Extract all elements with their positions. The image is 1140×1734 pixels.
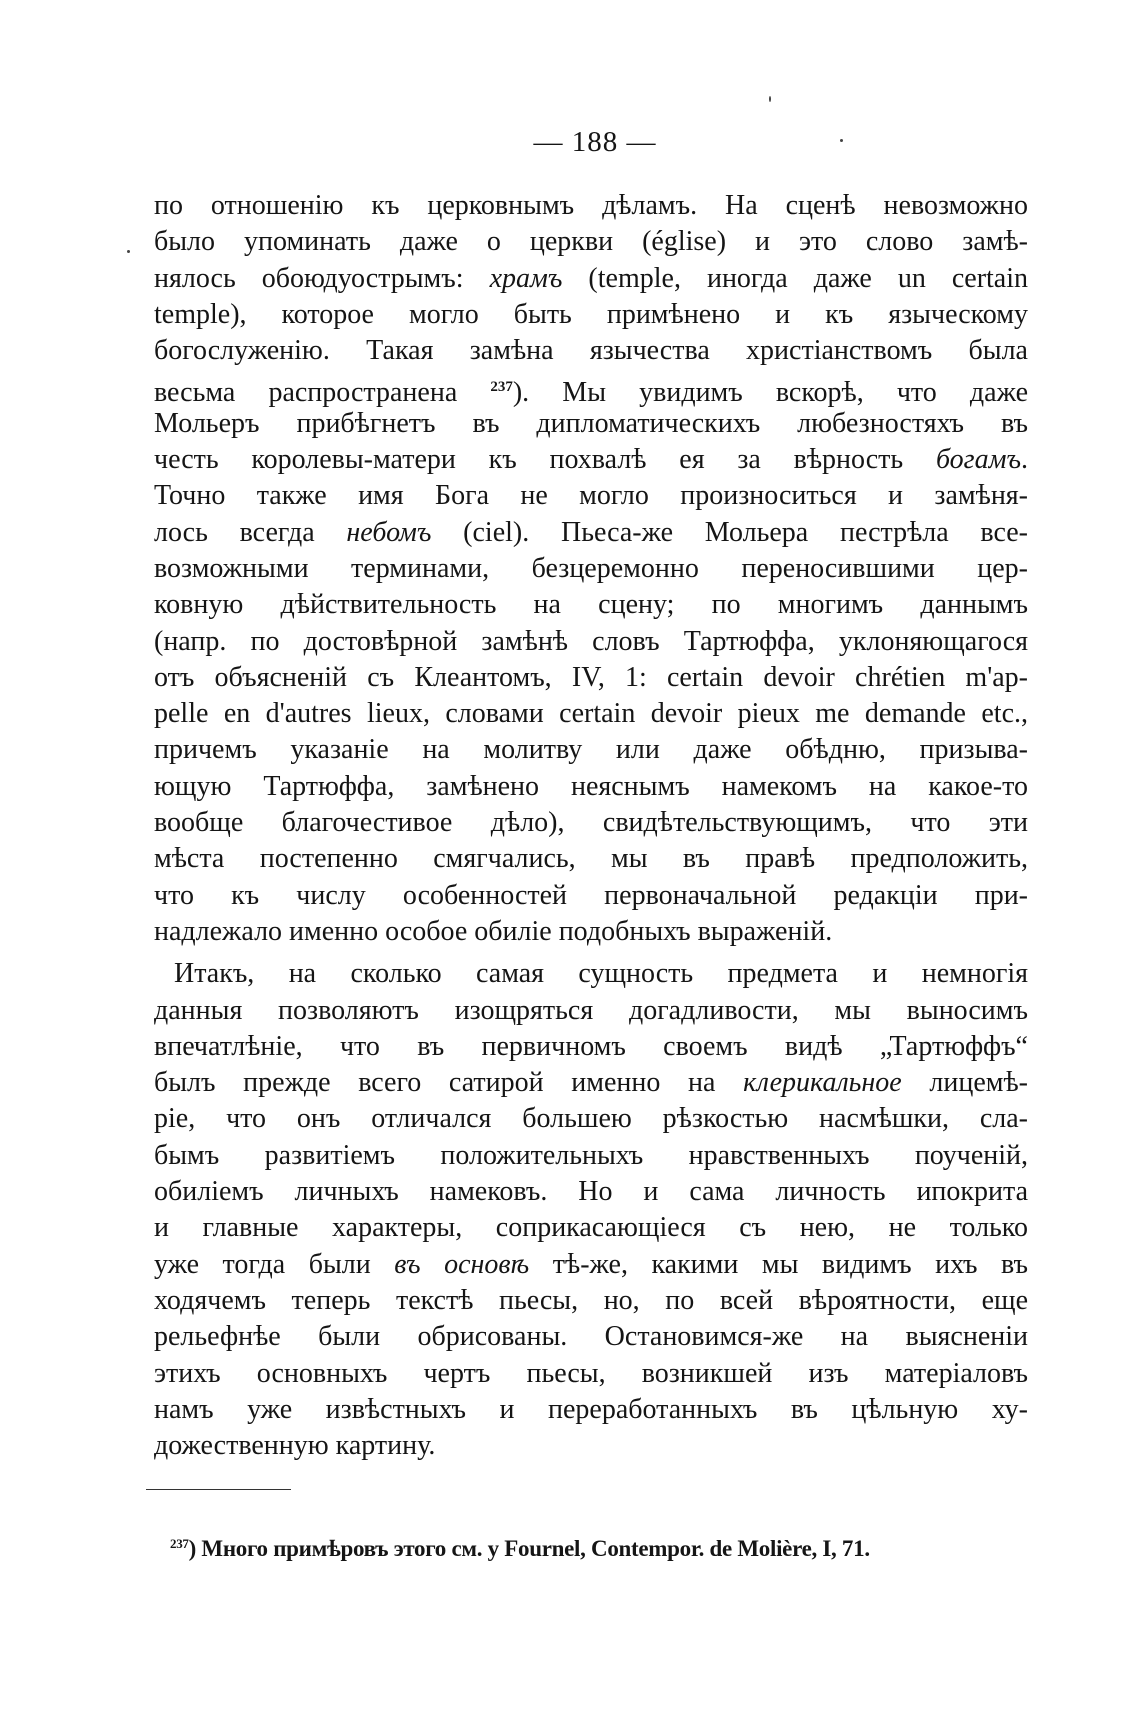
text-run: тѣ-же, какими мы видимъ ихъ въ [529, 1248, 1029, 1280]
text-line [154, 878, 1028, 914]
footnote [170, 1536, 870, 1562]
scan-speck [769, 96, 771, 102]
text-line [154, 732, 1028, 768]
text-run: дожественную картину. [154, 1430, 436, 1462]
text-run: лось всегда [154, 516, 347, 548]
text-line [154, 1101, 1028, 1137]
text-run: (ciel). Пьеса-же Мольера пестрѣла все- [431, 516, 1029, 548]
text-run: и главные характеры, соприкасающіеся съ нею, не только [154, 1212, 1028, 1244]
text-line [154, 956, 1028, 992]
text-run: мѣста постепенно смягчались, мы въ правѣ предположить, [154, 843, 1028, 875]
text-line [154, 1029, 1028, 1065]
text-run: богослуженію. Такая замѣна язычества христіанствомъ была [154, 335, 1028, 367]
text-line [154, 551, 1028, 587]
text-run: надлежало именно особое обиліе подобныхъ выраженій. [154, 915, 833, 947]
italic-term: храмъ [489, 262, 563, 294]
text-line [154, 261, 1028, 297]
text-run: отъ объясненій съ Клеантомъ, IV, 1: certain devoir chrétien m'ap- [154, 661, 1028, 693]
footnote-text: ) Много примѣровъ этого см. у Fournel, Contempor. de Molière, I, 71. [188, 1536, 870, 1561]
text-line [154, 1138, 1028, 1174]
scan-speck [840, 139, 843, 142]
italic-term: клерикальное [743, 1067, 902, 1099]
text-line [154, 188, 1028, 224]
text-run: pelle en d'autres lieux, словами certain devoir pieux me demande etc., [154, 698, 1028, 730]
text-line [154, 993, 1028, 1029]
text-line [154, 587, 1028, 623]
text-run: данныя позволяютъ изощряться догадливости, мы выносимъ [154, 994, 1028, 1026]
italic-term: небомъ [346, 516, 432, 548]
footnote-marker: 237 [170, 1536, 189, 1551]
page-number: — 188 — [533, 126, 657, 158]
text-run: Итакъ, на сколько самая сущность предмета и немногія [174, 958, 1028, 990]
text-line [154, 1210, 1028, 1246]
text-line [154, 1356, 1028, 1392]
text-run: (temple, иногда даже un certain [562, 262, 1029, 294]
text-line [154, 841, 1028, 877]
text-run: ковную дѣйствительность на сцену; по многимъ даннымъ [154, 589, 1028, 621]
italic-term: въ основѣ [394, 1248, 530, 1280]
text-line [154, 297, 1028, 333]
text-run: причемъ указаніе на молитву или даже обѣдню, призыва- [154, 734, 1028, 766]
paragraph [154, 956, 1028, 1464]
text-line [154, 406, 1028, 442]
body-text [154, 188, 1028, 1464]
text-run: Мольеръ прибѣгнетъ въ дипломатическихъ любезностяхъ въ [154, 407, 1028, 439]
text-run: былъ прежде всего сатирой именно на [154, 1067, 744, 1099]
paragraph [154, 188, 1028, 950]
text-run: было упоминать даже о церкви (église) и это слово замѣ- [154, 226, 1028, 258]
footnote-separator [146, 1489, 291, 1490]
text-line [154, 1428, 1028, 1464]
footnote-ref: 237 [490, 379, 513, 396]
text-run: ріе, что онъ отличался большею рѣзкостью насмѣшки, сла- [154, 1103, 1028, 1135]
text-run: Точно также имя Бога не могло произноситься и замѣня- [154, 480, 1028, 512]
text-run: возможными терминами, безцеремонно переносившими цер- [154, 552, 1028, 584]
text-run: уже тогда были [154, 1248, 395, 1280]
text-line [154, 660, 1028, 696]
italic-term: богамъ [935, 444, 1021, 476]
text-run: вообще благочестивое дѣло), свидѣтельствующимъ, что эти [154, 807, 1028, 839]
text-line [154, 1283, 1028, 1319]
text-run: бымъ развитіемъ положительныхъ нравственныхъ поученій, [154, 1139, 1028, 1171]
text-line [154, 478, 1028, 514]
text-run: нялось обоюдуострымъ: [154, 262, 490, 294]
text-run: ходячемъ теперь текстѣ пьесы, но, по всей вѣроятности, еще [154, 1284, 1028, 1316]
scan-speck [127, 250, 130, 253]
text-line [154, 1174, 1028, 1210]
text-line [154, 369, 1028, 409]
text-line [154, 1319, 1028, 1355]
text-line [154, 624, 1028, 660]
text-line [154, 442, 1028, 478]
text-run: обиліемъ личныхъ намековъ. Но и сама личность ипокрита [154, 1176, 1028, 1208]
text-run: по отношенію къ церковнымъ дѣламъ. На сценѣ невозможно [154, 190, 1028, 221]
text-line [154, 1065, 1028, 1101]
text-run: temple), которое могло быть примѣнено и къ языческому [154, 298, 1028, 330]
text-line [154, 696, 1028, 732]
text-run: ющую Тартюффа, замѣнено неяснымъ намекомъ на какое-то [154, 770, 1028, 802]
text-line [154, 224, 1028, 260]
text-run: этихъ основныхъ чертъ пьесы, возникшей изъ матеріаловъ [154, 1357, 1028, 1389]
text-line [154, 515, 1028, 551]
text-run: рельефнѣе были обрисованы. Остановимся-же на выясненіи [154, 1321, 1028, 1353]
text-line [154, 805, 1028, 841]
text-line [154, 769, 1028, 805]
text-run: (напр. по достовѣрной замѣнѣ словъ Тартюффа, уклоняющагося [154, 625, 1028, 657]
text-run: . [1021, 444, 1028, 476]
text-run: лицемѣ- [901, 1067, 1028, 1099]
text-run: честь королевы-матери къ похвалѣ ея за вѣрность [154, 444, 936, 476]
text-line [154, 333, 1028, 369]
text-run: что къ числу особенностей первоначальной редакціи при- [154, 879, 1028, 911]
text-run: ). Мы увидимъ вскорѣ, что даже [512, 377, 1028, 409]
text-line [154, 1392, 1028, 1428]
text-run: намъ уже извѣстныхъ и переработанныхъ въ цѣльную ху- [154, 1393, 1028, 1425]
text-line [154, 1247, 1028, 1283]
text-run: впечатлѣніе, что въ первичномъ своемъ видѣ „Тартюффъ“ [154, 1030, 1028, 1062]
text-line [154, 914, 1028, 950]
text-run: весьма распространена [154, 377, 491, 409]
